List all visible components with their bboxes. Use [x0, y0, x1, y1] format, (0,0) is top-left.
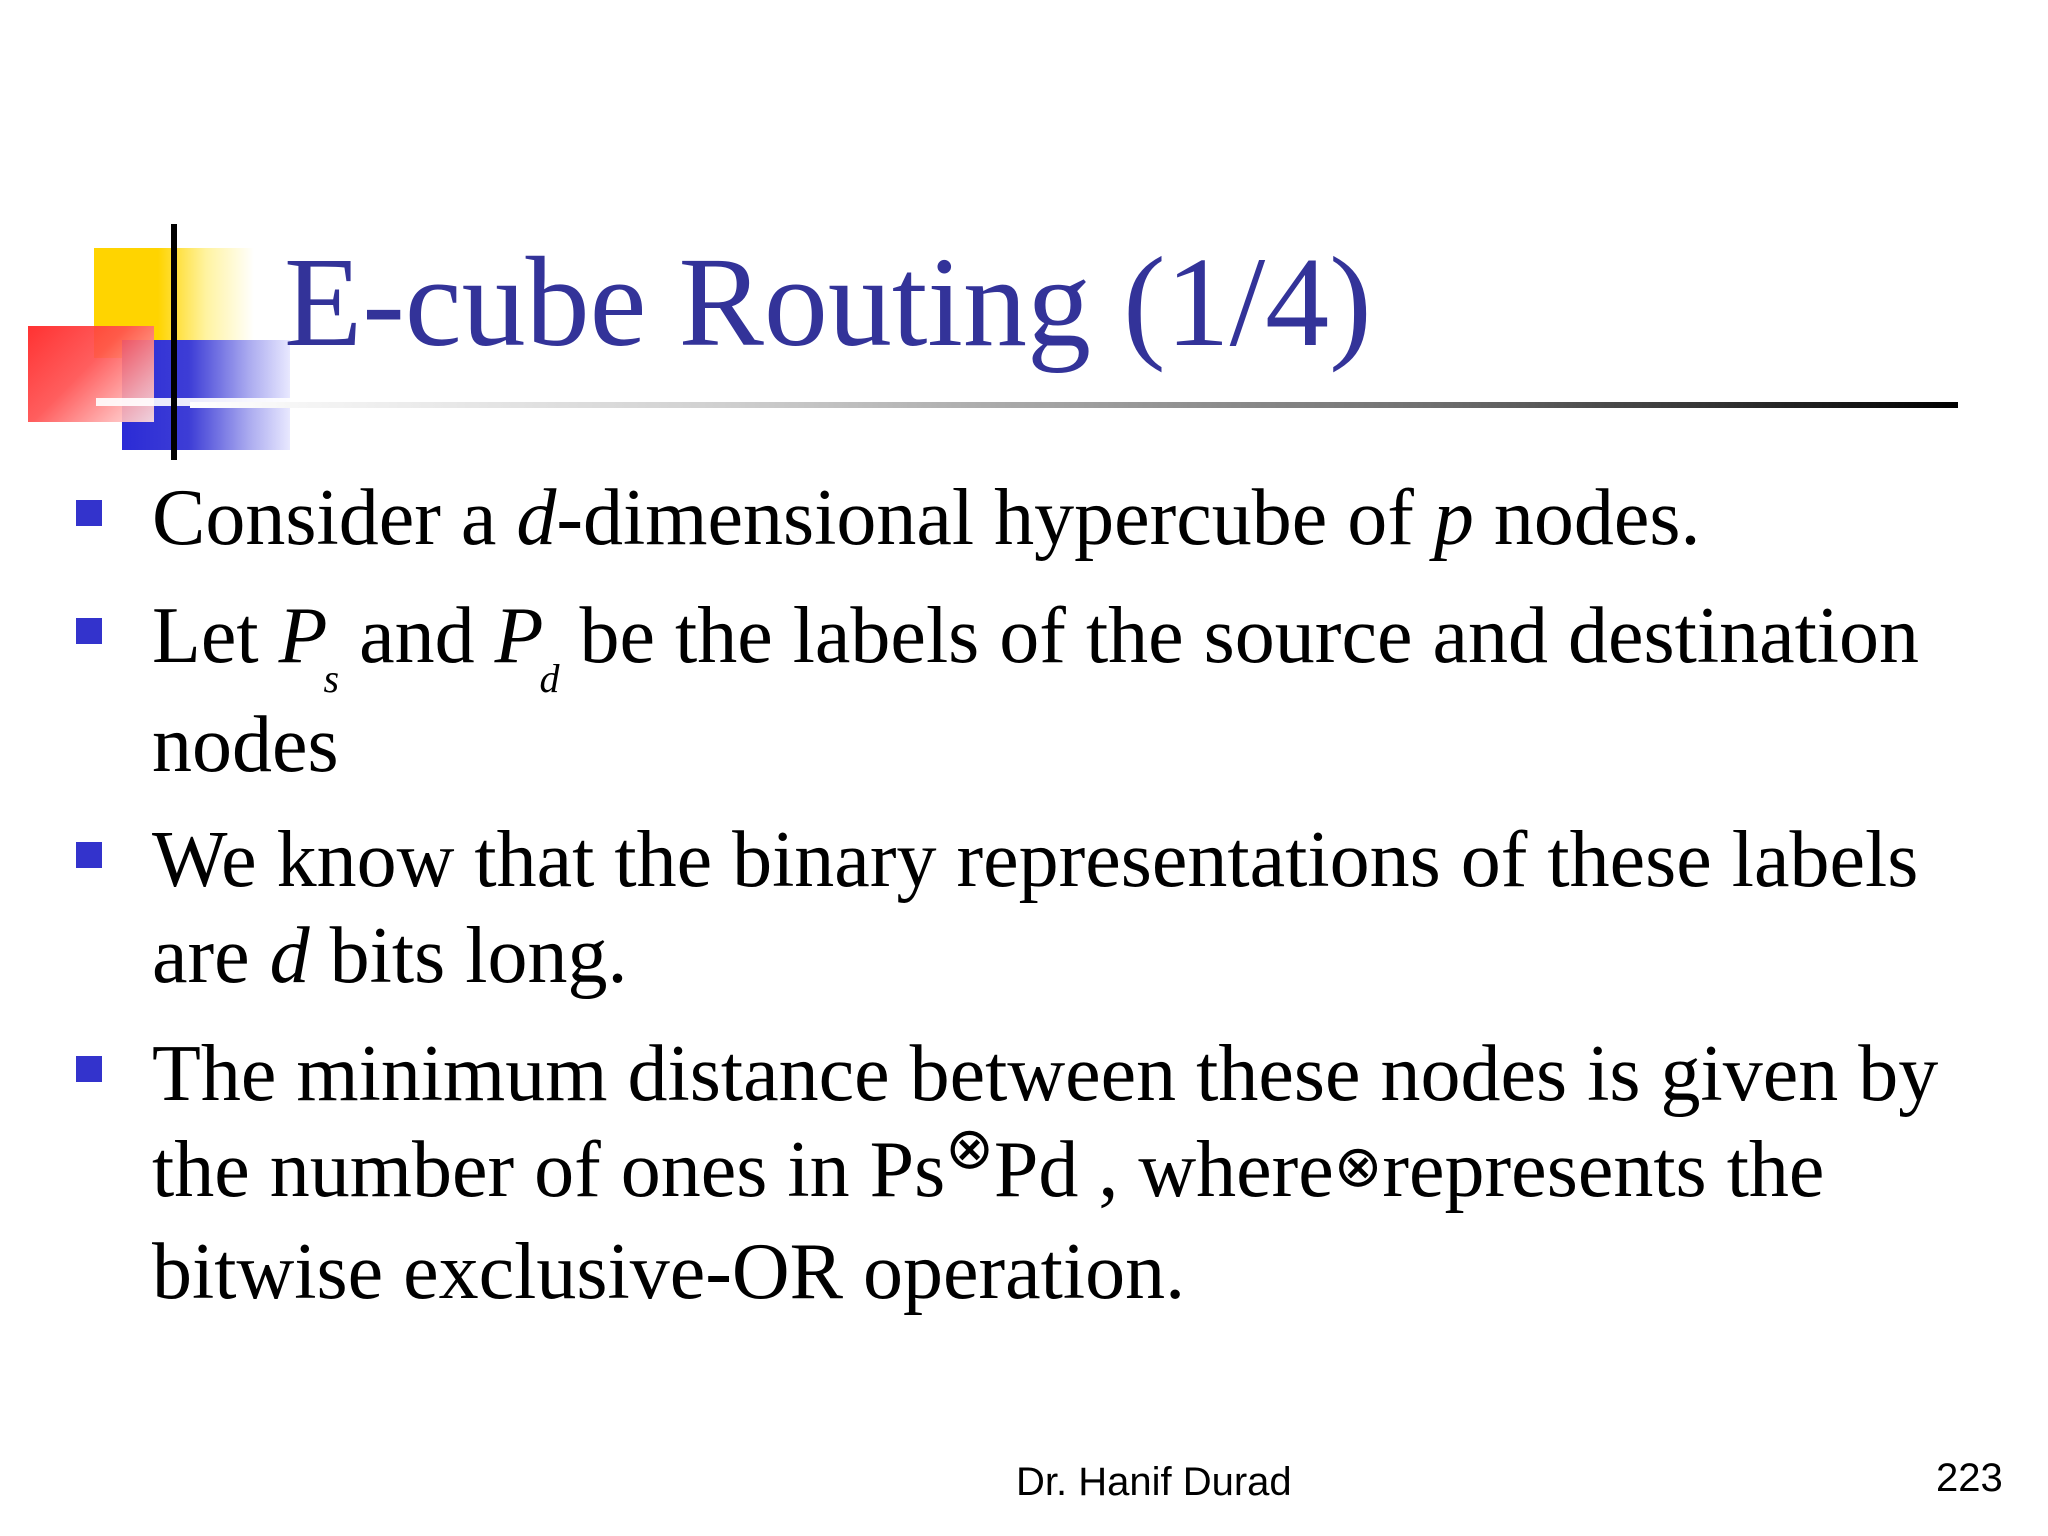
- bullet-marker: [76, 1056, 102, 1082]
- text: bits long.: [309, 912, 628, 1000]
- bullet-marker: [76, 500, 102, 526]
- bullet-item-4: [76, 1026, 1938, 1320]
- footer-author: Dr. Hanif Durad: [1016, 1460, 1292, 1504]
- subscript-d: d: [539, 656, 560, 701]
- text: the number of ones in Ps: [152, 1126, 946, 1214]
- bullet-4-line-1: The minimum distance between these nodes is given by: [152, 1030, 1939, 1118]
- variable-p: p: [1433, 474, 1474, 562]
- bullet-item-2: [76, 588, 1919, 793]
- bullet-2-line-1: [152, 588, 1920, 701]
- bullet-3-line-1: We know that the binary representations of these labels: [152, 816, 1919, 904]
- variable-d: d: [269, 912, 310, 1000]
- text: Let: [152, 592, 279, 680]
- bullet-4-line-2: [152, 1114, 1938, 1224]
- slide-title: E-cube Routing (1/4): [284, 231, 1372, 373]
- variable-d: d: [516, 474, 557, 562]
- text: -dimensional hypercube of: [556, 474, 1434, 562]
- decorative-red-square: [28, 326, 154, 422]
- xor-symbol: ⊗: [1333, 1132, 1383, 1200]
- text: represents the: [1382, 1126, 1825, 1214]
- variable-P: P: [494, 592, 544, 680]
- xor-symbol: ⊗: [945, 1114, 994, 1182]
- bullet-3-line-2: [152, 908, 1918, 1004]
- variable-P: P: [278, 592, 328, 680]
- title-underline: [190, 402, 1958, 408]
- bullet-1-line: [152, 470, 1701, 566]
- text: Consider a: [152, 474, 517, 562]
- bullet-item-1: [76, 470, 1701, 566]
- subscript-s: s: [323, 656, 340, 701]
- bullet-2-line-2: nodes: [152, 701, 339, 789]
- bullet-item-3: [76, 812, 1918, 1004]
- text: and: [339, 592, 495, 680]
- text: nodes.: [1473, 474, 1701, 562]
- text: Pd , where: [993, 1126, 1334, 1214]
- bullet-marker: [76, 618, 102, 644]
- text: are: [152, 912, 270, 1000]
- decorative-vertical-line: [171, 224, 177, 460]
- bullet-4-line-3: bitwise exclusive-OR operation.: [152, 1228, 1186, 1316]
- page-number: 223: [1936, 1456, 2003, 1500]
- bullet-marker: [76, 842, 102, 868]
- text: be the labels of the source and destination: [559, 592, 1920, 680]
